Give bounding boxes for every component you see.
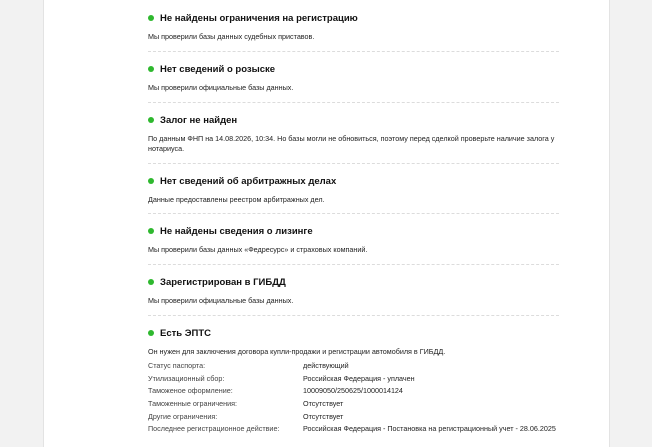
detail-value: 10009050/250625/1000014124 — [303, 386, 403, 396]
epts-details — [148, 361, 559, 434]
detail-label: Таможеное оформление: — [148, 386, 233, 396]
status-ok-icon — [148, 279, 154, 285]
detail-row — [148, 412, 559, 422]
detail-label: Таможенные ограничения: — [148, 399, 238, 409]
detail-label: Другие ограничения: — [148, 411, 218, 421]
status-ok-icon — [148, 15, 154, 21]
check-title: Не найдены сведения о лизинге — [160, 225, 313, 237]
check-pledge — [148, 103, 559, 164]
check-registration-restrictions — [148, 0, 559, 52]
check-title: Нет сведений об арбитражных делах — [160, 175, 337, 187]
check-title: Зарегистрирован в ГИБДД — [160, 276, 286, 288]
check-description: Мы проверили базы данных судебных приставов. — [148, 32, 315, 41]
check-title: Не найдены ограничения на регистрацию — [160, 12, 358, 24]
check-epts — [148, 316, 559, 434]
status-ok-icon — [148, 66, 154, 72]
check-description: По данным ФНП на 14.08.2026, 10:34. Но базы могли не обновиться, поэтому перед сделкой проверьте наличие залога у нотариуса. — [148, 134, 555, 153]
check-title: Нет сведений о розыске — [160, 63, 276, 75]
check-description: Он нужен для заключения договора купли-продажи и регистрации автомобиля в ГИБДД. — [148, 347, 446, 356]
check-gibdd-registration — [148, 265, 559, 316]
report-page — [43, 0, 610, 447]
detail-row — [148, 386, 559, 396]
check-leasing — [148, 214, 559, 265]
status-ok-icon — [148, 117, 154, 123]
check-description: Мы проверили официальные базы данных. — [148, 296, 294, 305]
detail-row — [148, 374, 559, 384]
detail-value: Российская Федерация - Постановка на регистрационный учет - 28.06.2025 — [303, 424, 556, 434]
check-wanted — [148, 52, 559, 103]
check-arbitration — [148, 164, 559, 214]
check-description: Данные предоставлены реестром арбитражных дел. — [148, 195, 325, 204]
check-description: Мы проверили официальные базы данных. — [148, 83, 294, 92]
checks-list — [148, 0, 559, 437]
detail-row — [148, 424, 559, 434]
detail-value: Российская Федерация - уплачен — [303, 373, 415, 383]
detail-row — [148, 399, 559, 409]
detail-label: Статус паспорта: — [148, 361, 206, 370]
status-ok-icon — [148, 178, 154, 184]
check-description: Мы проверили базы данных «Федресурс» и страховых компаний. — [148, 245, 368, 254]
check-title: Залог не найден — [160, 114, 238, 126]
status-ok-icon — [148, 330, 154, 336]
detail-value: действующий — [303, 361, 349, 370]
detail-value: Отсутствует — [303, 399, 344, 409]
detail-value: Отсутствует — [303, 411, 344, 421]
detail-label: Последнее регистрационное действие: — [148, 424, 280, 434]
detail-row — [148, 361, 559, 371]
detail-label: Утилизационный сбор: — [148, 373, 225, 383]
status-ok-icon — [148, 228, 154, 234]
check-title: Есть ЭПТС — [160, 327, 212, 339]
